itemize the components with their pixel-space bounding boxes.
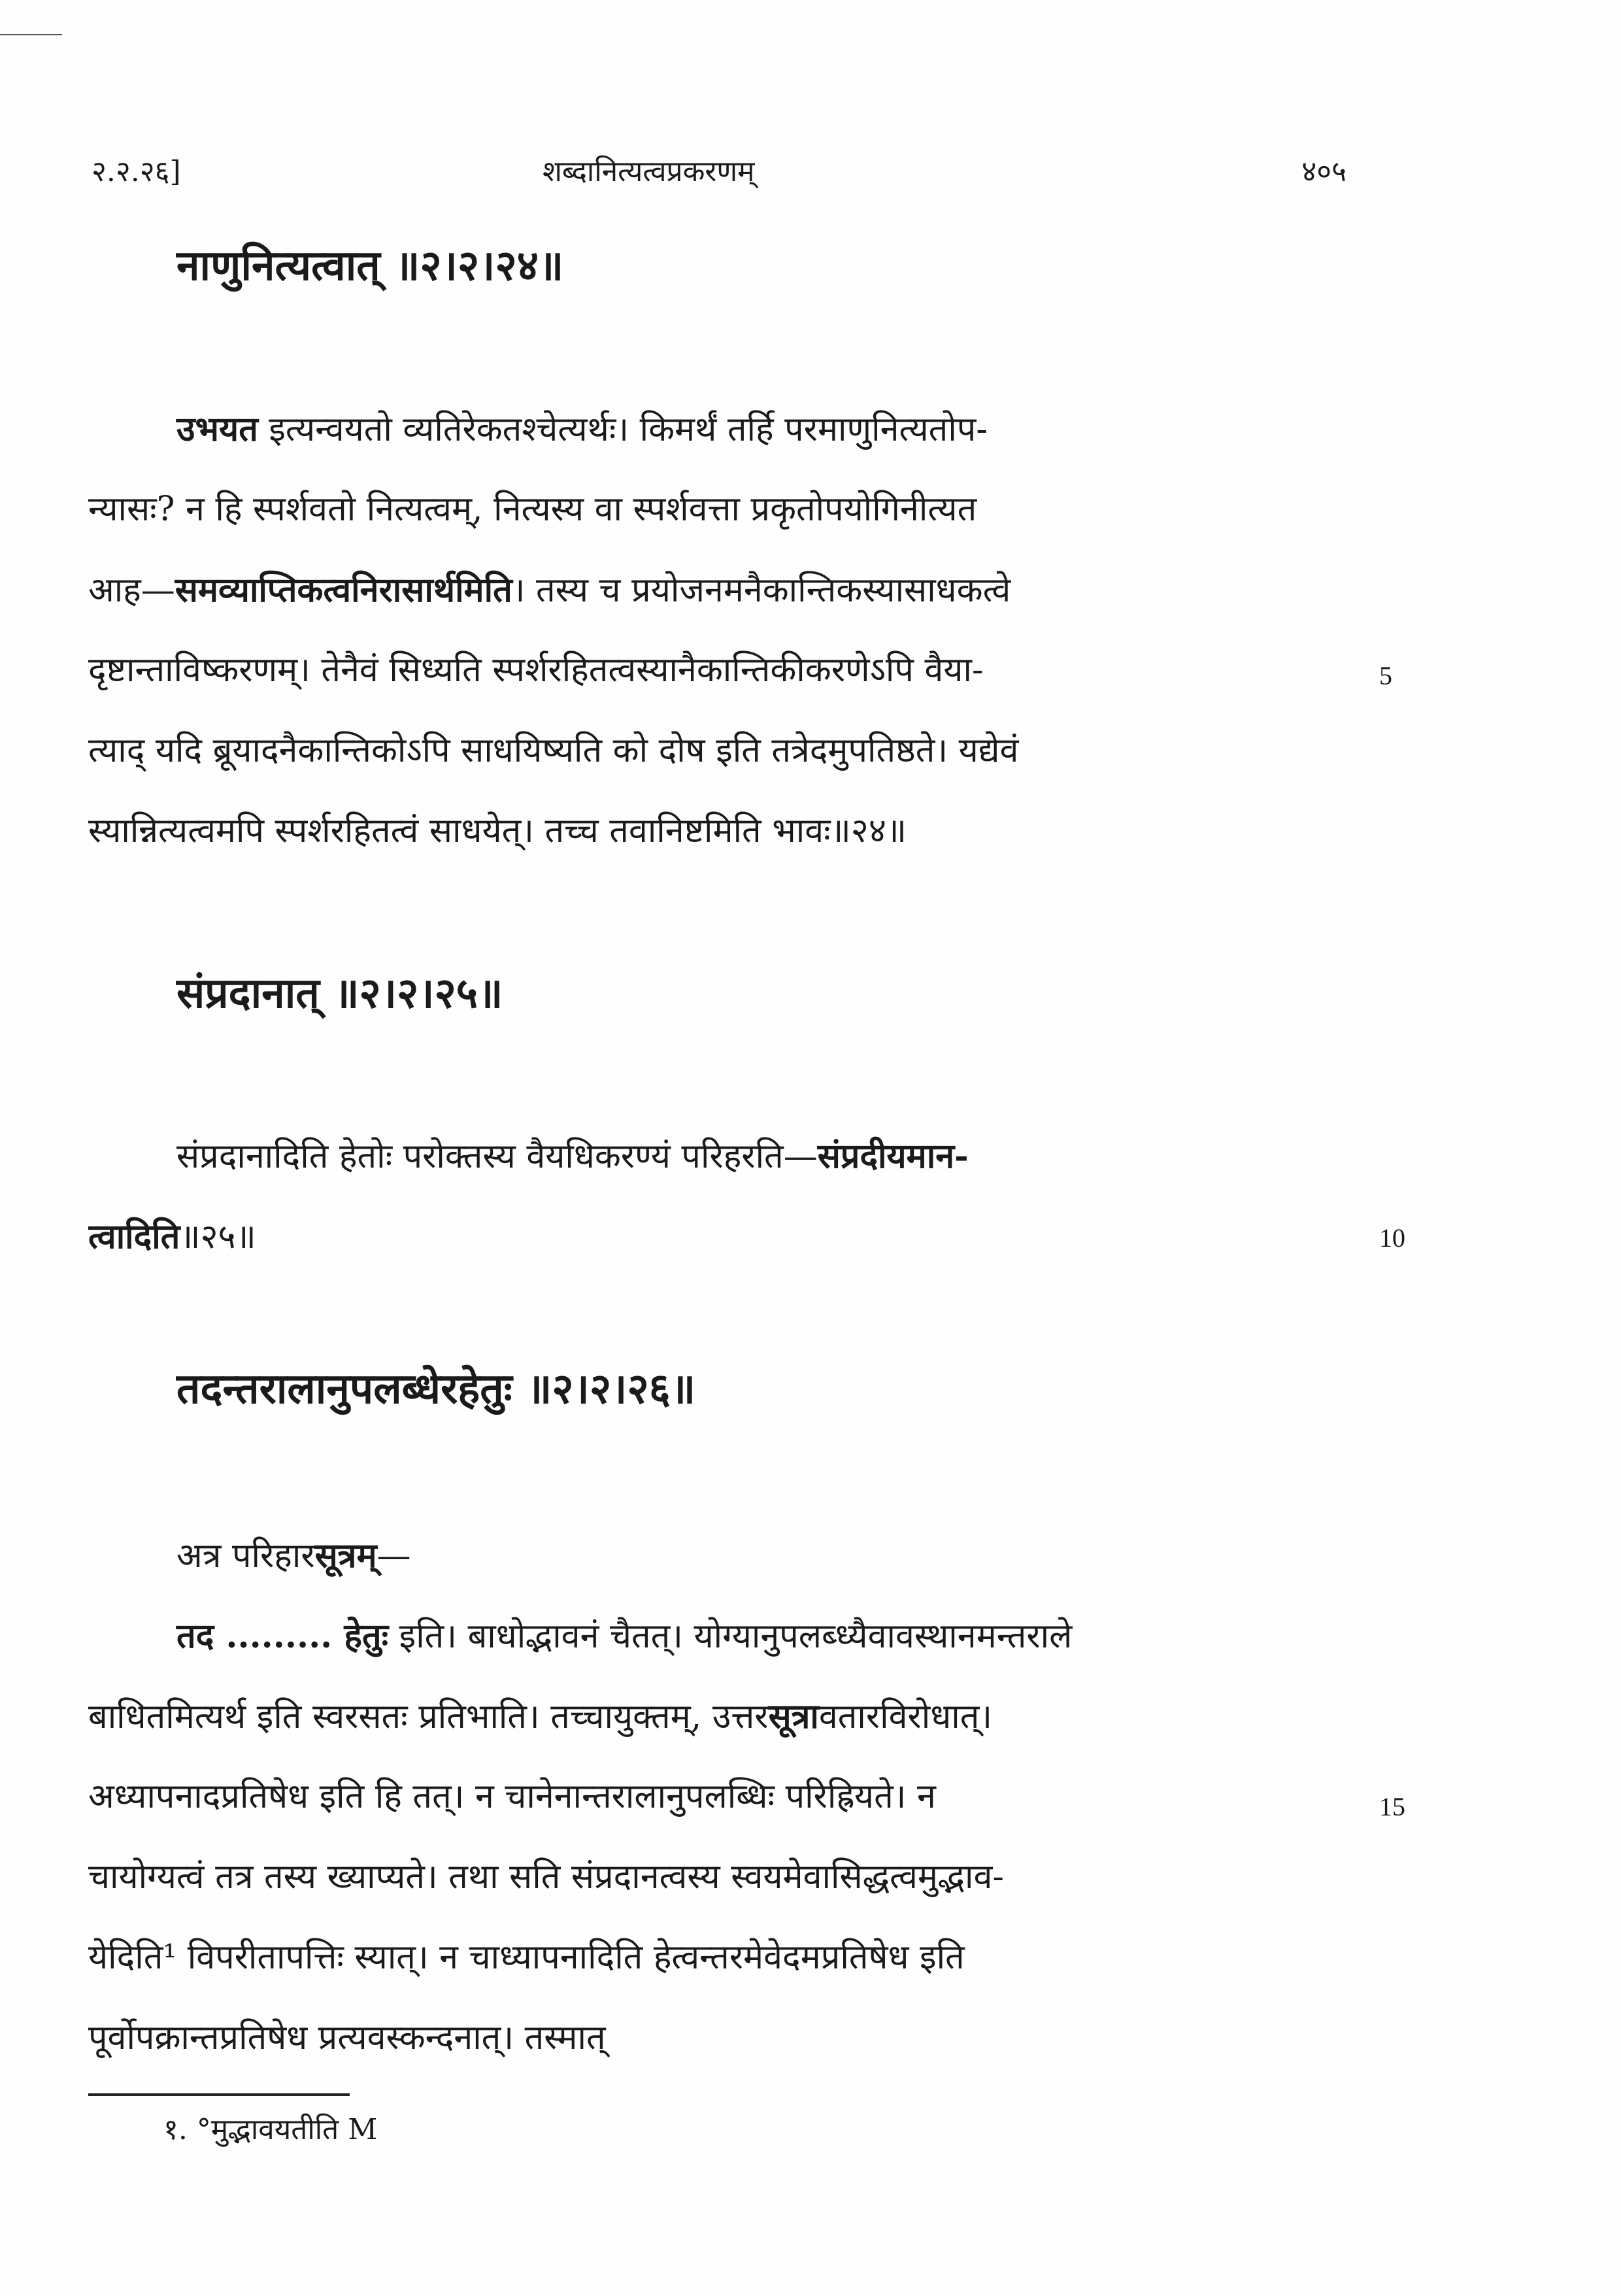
sutra-heading-24: नाणुनित्यत्वात् ॥२।२।२४॥ [176,241,564,290]
margin-line-number: 15 [1379,1792,1405,1821]
bold-term: तद ......... हेतुः [176,1616,389,1656]
text-line: न्यासः? न हि स्पर्शवतो नित्यत्वम्, नित्यस्य वा स्पर्शवत्ता प्रकृतोपयोगिनीत्यत [88,490,977,529]
header-section-ref: २.२.२६] [92,155,181,188]
bold-term: समव्याप्तिकत्वनिरासार्थमिति [175,570,512,610]
text-line: चायोग्यत्वं तत्र तस्य ख्याप्यते। तथा सति संप्रदानत्वस्य स्वयमेवासिद्धत्वमुद्भाव- [88,1857,1004,1897]
bold-term: सूत्रम् [314,1536,377,1576]
bold-term: संप्रदीयमान- [817,1136,969,1176]
text-line: त्याद् यदि ब्रूयादनैकान्तिकोऽपि साधयिष्यति को दोष इति तत्रेदमुपतिष्ठते। यद्येवं [88,731,1019,770]
sutra-heading-25: संप्रदानात् ॥२।२।२५॥ [176,969,503,1018]
text-line: संप्रदानादिति हेतोः परोक्तस्य वैयधिकरण्यं परिहरति—संप्रदीयमान- [176,1136,969,1176]
bold-term: सूत्रा [768,1697,819,1736]
text-line: तद ......... हेतुः इति। बाधोद्भावनं चैतत्। योग्यानुपलब्ध्यैवावस्थानमन्तराले [176,1616,1073,1656]
text-line: पूर्वोपक्रान्तप्रतिषेध प्रत्यवस्कन्दनात्। तस्मात् [88,2018,606,2057]
page-number: ४०५ [1301,155,1346,188]
margin-line-number: 5 [1379,661,1392,690]
sutra-heading-26: तदन्तरालानुपलब्धेरहेतुः ॥२।२।२६॥ [176,1364,696,1413]
margin-line-number: 10 [1379,1223,1405,1253]
commentary-paragraph-24 [88,389,1337,871]
bold-term: त्वादिति [88,1217,180,1257]
text-line: आह—समव्याप्तिकत्वनिरासार्थमिति। तस्य च प्रयोजनमनैकान्तिकस्यासाधकत्वे [88,570,1011,610]
text-line: येदिति¹ विपरीतापत्तिः स्यात्। न चाध्यापनादिति हेत्वन्तरमेवेदमप्रतिषेध इति [88,1938,965,1977]
footnote-divider [88,2093,350,2096]
commentary-paragraph-26 [88,1515,1337,2078]
running-header [92,150,1346,196]
footnote: १. °मुद्भावयतीति M [163,2113,378,2146]
text-line: अध्यापनादप्रतिषेध इति हि तत्। न चानेनान्तरालानुपलब्धिः परिह्रियते। न [88,1777,936,1816]
text-line: अत्र परिहारसूत्रम्— [176,1536,411,1576]
text-line: स्यान्नित्यत्वमपि स्पर्शरहितत्वं साधयेत्। तच्च तवानिष्टमिति भावः॥२४॥ [88,811,907,851]
bold-term: उभयत [176,409,258,449]
text-line: उभयत इत्यन्वयतो व्यतिरेकतश्चेत्यर्थः। किमर्थं तर्हि परमाणुनित्यतोप- [176,409,988,449]
text-line: बाधितमित्यर्थ इति स्वरसतः प्रतिभाति। तच्चायुक्तम्, उत्तरसूत्रावतारविरोधात्। [88,1697,993,1736]
text-line: दृष्टान्ताविष्करणम्। तेनैवं सिध्यति स्पर्शरहितत्वस्यानैकान्तिकीकरणेऽपि वैया- [88,650,984,690]
text-line: त्वादिति॥२५॥ [88,1217,256,1257]
scan-corner-mark [0,34,62,35]
header-title: शब्दानित्यत्वप्रकरणम् [543,155,755,188]
commentary-paragraph-25 [88,1116,1337,1277]
